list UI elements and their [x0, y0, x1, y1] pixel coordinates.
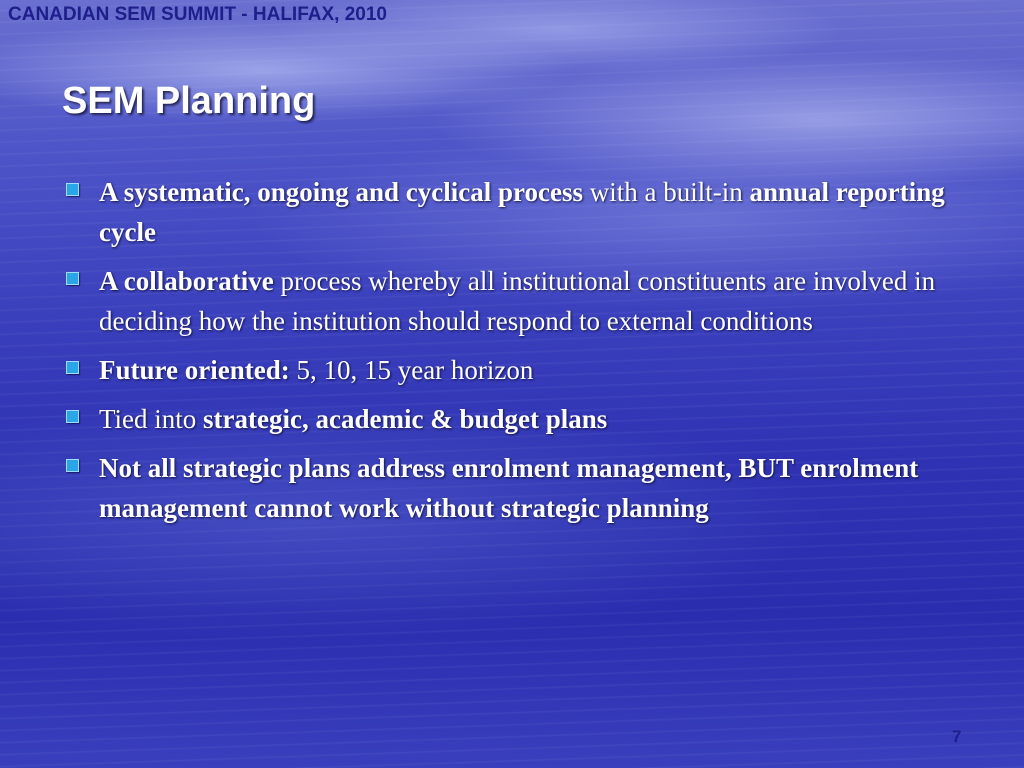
square-bullet-icon: [66, 183, 79, 196]
bullet-text: 5, 10, 15 year horizon: [289, 355, 534, 385]
conference-header: CANADIAN SEM SUMMIT - HALIFAX, 2010: [8, 4, 387, 25]
bullet-item: [60, 172, 990, 252]
page-number: 7: [952, 727, 962, 746]
bullet-text-bold: strategic, academic & budget plans: [203, 404, 608, 434]
square-bullet-icon: [66, 410, 79, 423]
bullet-text-bold: annual reporting cycle: [99, 177, 945, 247]
bullet-text-bold: A collaborative: [99, 266, 274, 296]
bullet-text: Tied into: [99, 404, 204, 434]
bullet-item: [60, 350, 990, 390]
bullet-item: [60, 448, 990, 528]
bullet-text-bold: Not all strategic plans address enrolment management, BUT enrolment management cannot work without strategic planning: [99, 453, 919, 523]
bullet-list: [60, 172, 990, 537]
square-bullet-icon: [66, 361, 79, 374]
bullet-item: [60, 399, 990, 439]
bullet-text: with a built-in: [582, 177, 750, 207]
bullet-text: process whereby all institutional constituents are involved in deciding how the institution should respond to external conditions: [99, 266, 936, 336]
square-bullet-icon: [66, 459, 79, 472]
slide-title: SEM Planning: [62, 80, 316, 122]
bullet-text-bold: Future oriented:: [99, 355, 290, 385]
bullet-item: [60, 261, 990, 341]
bullet-text-bold: A systematic, ongoing and cyclical process: [99, 177, 583, 207]
square-bullet-icon: [66, 272, 79, 285]
